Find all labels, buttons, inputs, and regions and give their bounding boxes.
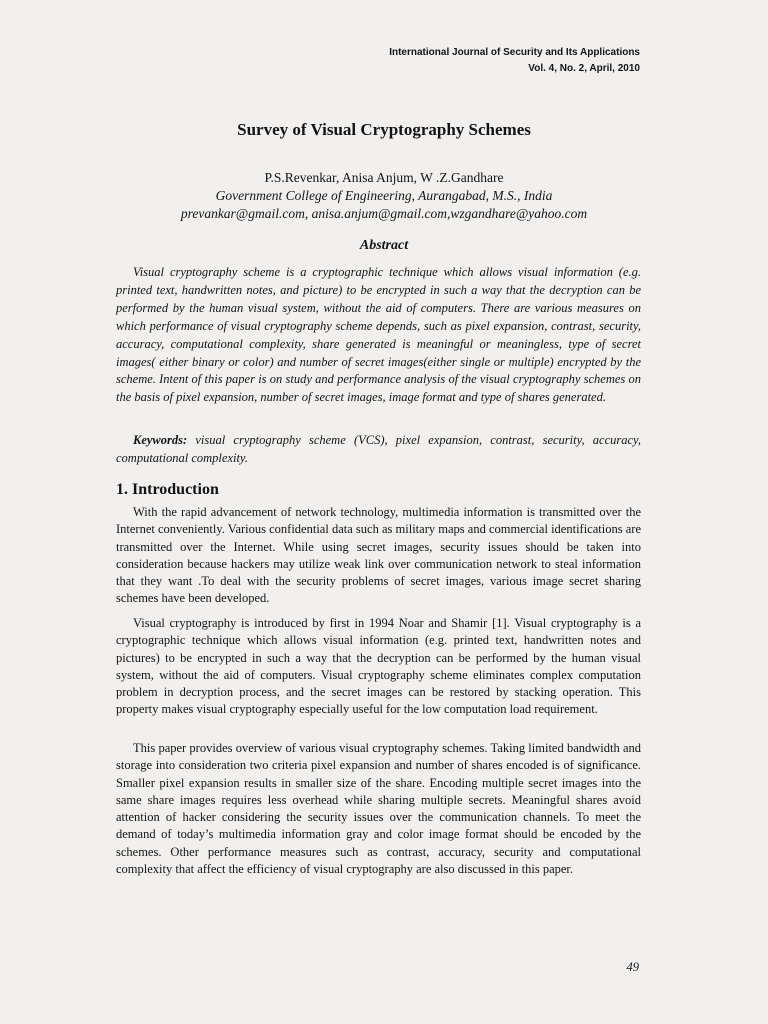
affiliation: Government College of Engineering, Aurangabad, M.S., India [215,188,553,203]
section-heading-introduction: 1. Introduction [116,481,219,498]
journal-header [389,45,640,77]
journal-volume: Vol. 4, No. 2, April, 2010 [528,63,640,74]
journal-name: International Journal of Security and Its Applications [389,47,640,58]
keywords [116,432,641,467]
author-block [0,169,768,223]
keywords-text: visual cryptography scheme (VCS), pixel expansion, contrast, security, accuracy, computational complexity. [116,433,642,465]
author-emails: prevankar@gmail.com, anisa.anjum@gmail.com,wzgandhare@yahoo.com [180,206,588,221]
abstract-heading: Abstract [359,238,409,253]
keywords-label: Keywords: [133,433,188,447]
paper-title: Survey of Visual Cryptography Schemes [237,120,531,139]
page-number: 49 [626,960,639,974]
intro-paragraph-1: With the rapid advancement of network technology, multimedia information is transmitted over the Internet conveniently. Various confidential data such as military maps and commercial identifications are transmitted over the Internet. While using secret images, security issues should be taken into consideration because hackers may utilize weak link over communication network to steal information that they want .To deal with the security problems of secret images, various image secret sharing schemes have been developed. [116,505,641,606]
author-names: P.S.Revenkar, Anisa Anjum, W .Z.Gandhare [264,170,504,185]
abstract-text: Visual cryptography scheme is a cryptographic technique which allows visual information (e.g. printed text, handwritten notes, and picture) to be encrypted in such a way that the decryption can be performed by the human visual system, without the aid of computers. There are various measures on which performance of visual cryptography scheme depends, such as pixel expansion, contrast, security, accuracy, computational complexity, share generated is meaningful or meaningless, type of secret images( either binary or color) and number of secret images(either single or multiple) encrypted by the scheme. Intent of this paper is on study and performance analysis of the visual cryptography schemes on the basis of pixel expansion, number of secret images, image format and type of shares generated. [116,265,641,405]
intro-paragraph-2: Visual cryptography is introduced by first in 1994 Noar and Shamir [1]. Visual cryptography is a cryptographic technique which allows visual information (e.g. printed text, handwritten notes and pictures) to be encrypted in such a way that the decryption can be performed by the human visual system, without the aid of computers. Visual cryptography scheme eliminates complex computation problem in decryption process, and the secret images can be restored by stacking operation. This property makes visual cryptography especially useful for the low computation load requirement. [116,616,641,717]
intro-paragraph-3: This paper provides overview of various visual cryptography schemes. Taking limited bandwidth and storage into consideration two criteria pixel expansion and number of shares encoded is of significance. Smaller pixel expansion results in smaller size of the share. Encoding multiple secret images into the same share images requires less overhead while sharing multiple secrets. Meaningful shares avoid attention of hacker considering the security issues over the communication channels. To meet the demand of today’s multimedia information gray and color image format should be encoded by the schemes. Other performance measures such as contrast, accuracy, security and computational complexity that affect the efficiency of visual cryptography are also discussed in this paper. [116,741,641,877]
